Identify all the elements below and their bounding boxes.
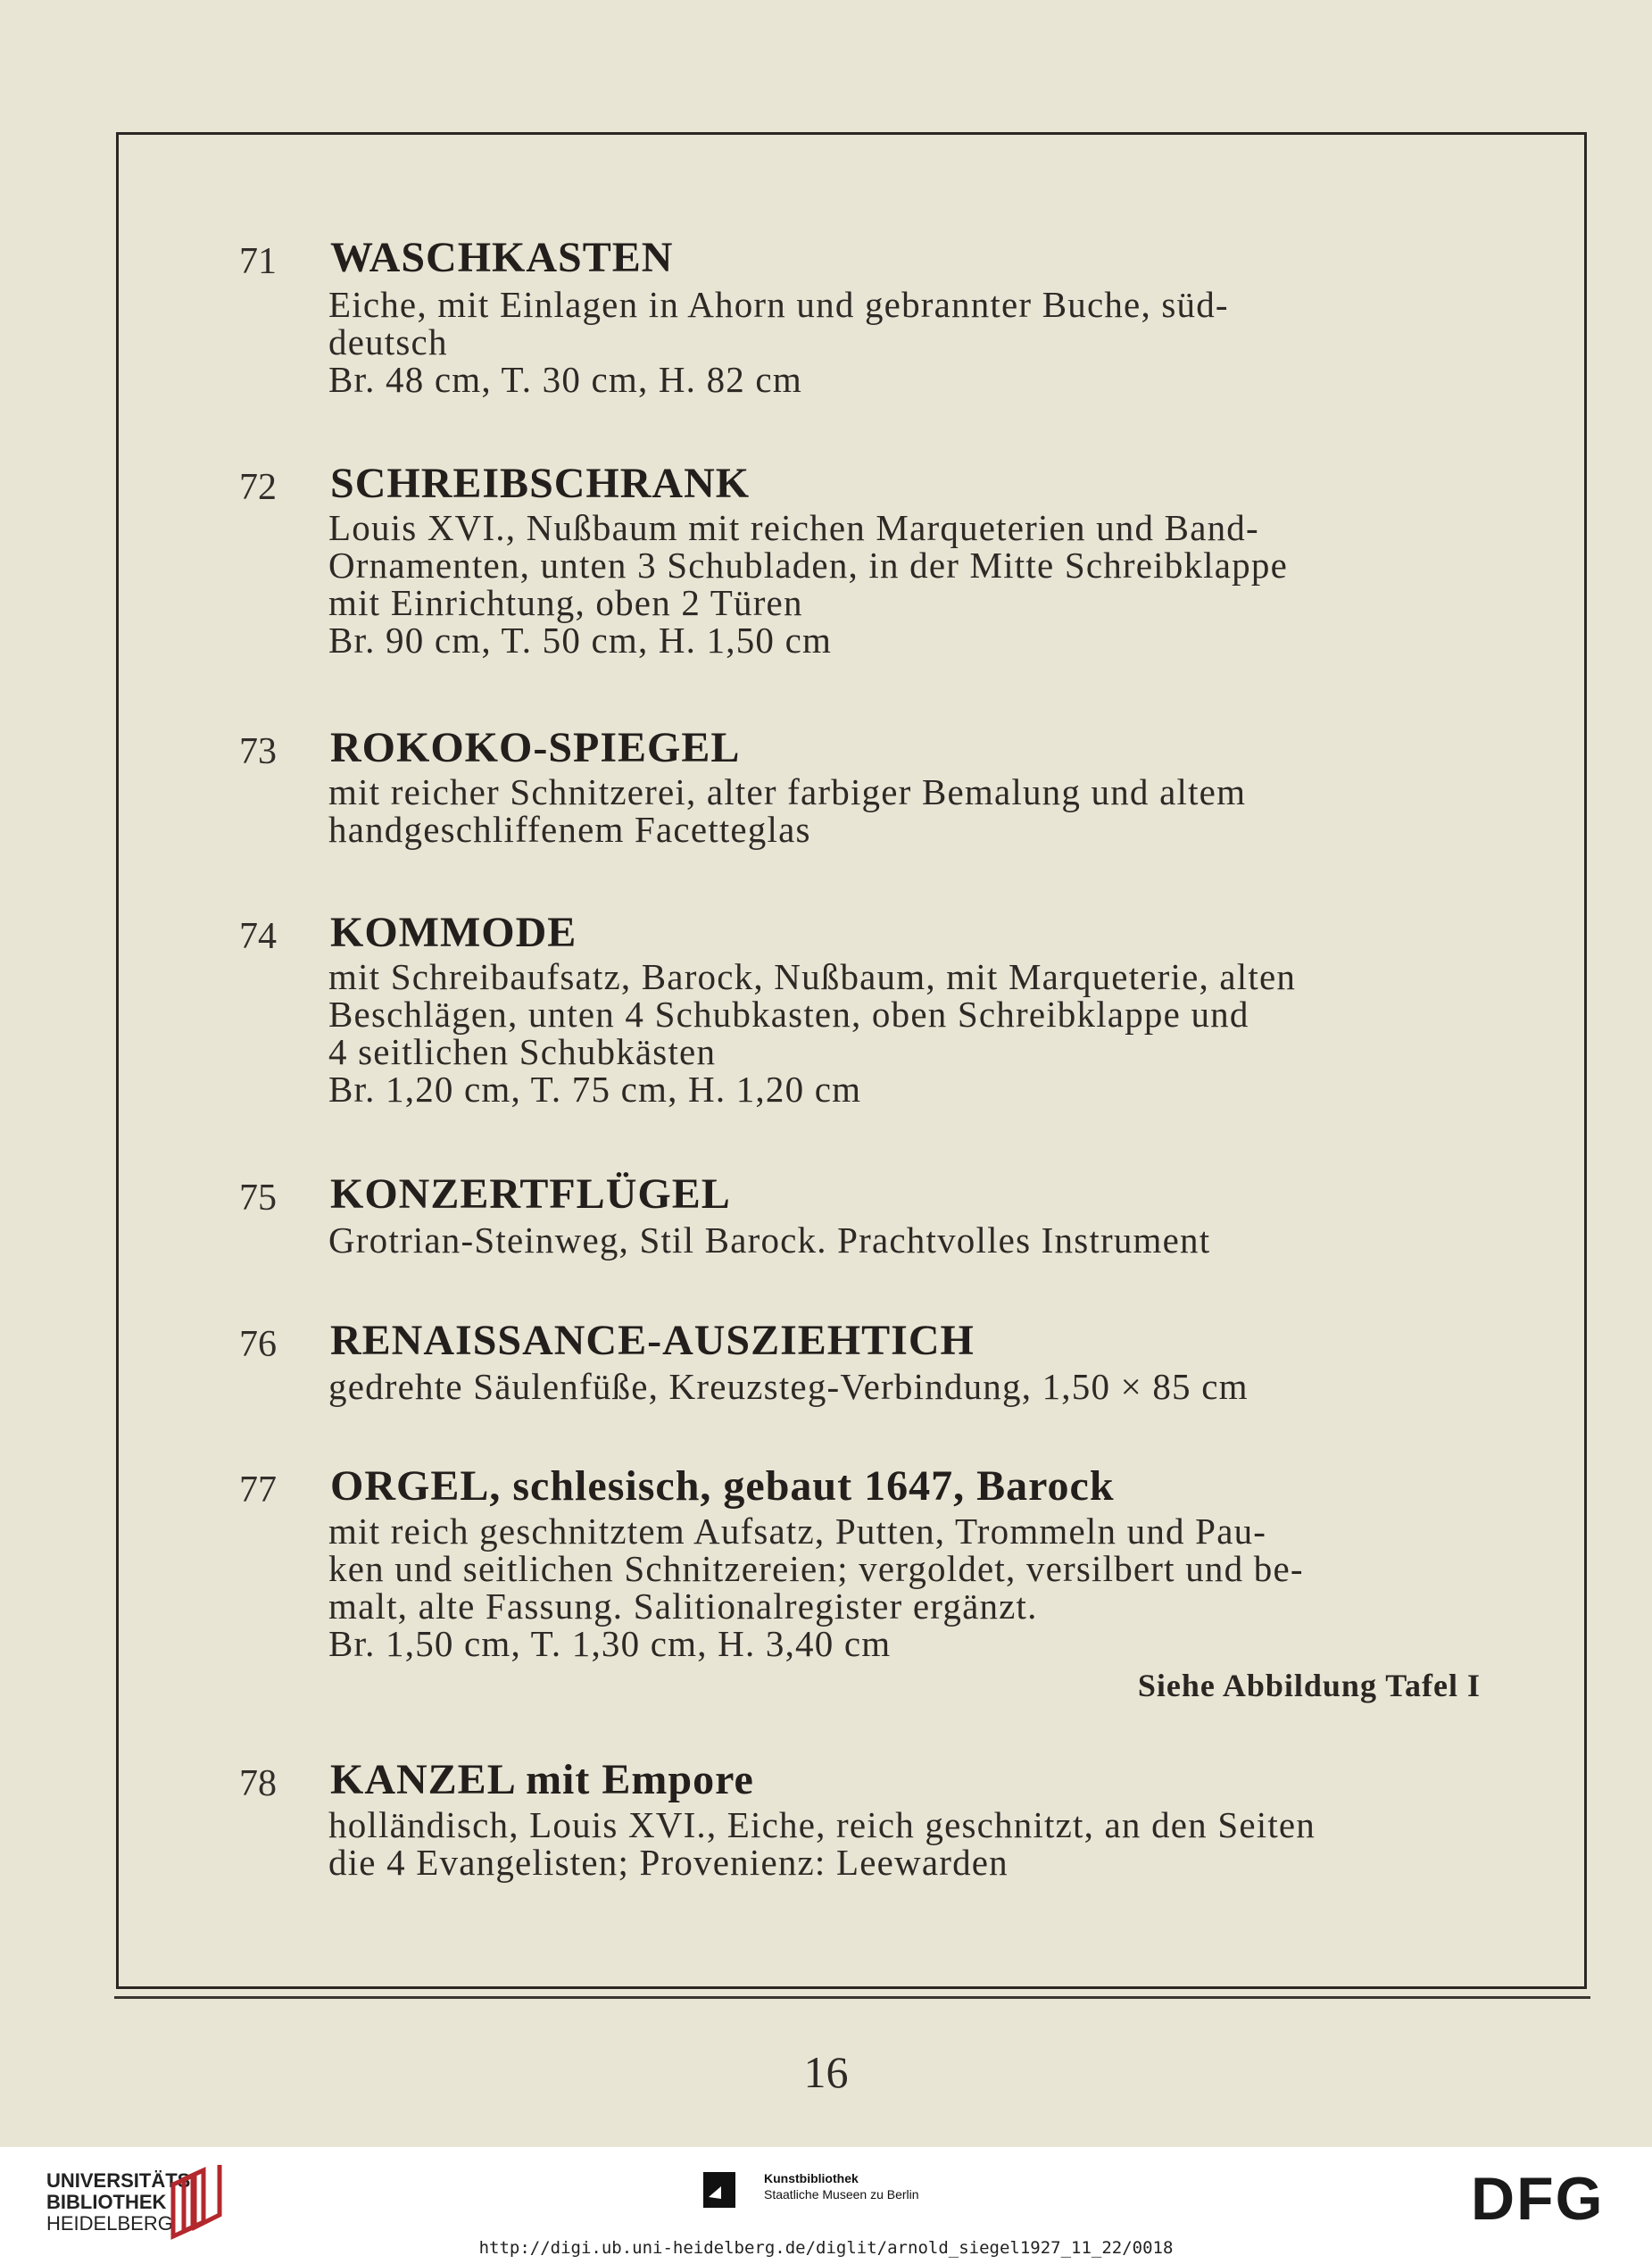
description-line: gedrehte Säulenfüße, Kreuzsteg-Verbindung, 1,50 × 85 cm xyxy=(328,1366,1249,1407)
description-line: Eiche, mit Einlagen in Ahorn und gebrannter Buche, süd- xyxy=(328,284,1229,325)
description-line: deutsch xyxy=(328,321,448,362)
lot-number: 76 xyxy=(239,1324,277,1365)
ub-book-icon xyxy=(166,2165,228,2242)
lot-number: 75 xyxy=(239,1178,277,1219)
description-line: Ornamenten, unten 3 Schubladen, in der Mitte Schreibklappe xyxy=(328,545,1288,586)
kb-logo-line: Staatliche Museen zu Berlin xyxy=(764,2187,919,2202)
dfg-logo[interactable]: DFG xyxy=(1471,2165,1605,2233)
ub-logo-line: BIBLIOTHEK xyxy=(46,2191,167,2213)
lot-title: KANZEL mit Empore xyxy=(330,1756,754,1803)
lot-description xyxy=(328,509,1484,659)
description-line: mit reich geschnitztem Aufsatz, Putten, Trommeln und Pau- xyxy=(328,1511,1267,1552)
lot-title: KONZERTFLÜGEL xyxy=(330,1170,731,1218)
kb-logo-line: Kunstbibliothek xyxy=(764,2171,859,2185)
lot-number: 71 xyxy=(239,241,277,282)
lot-title: ORGEL, schlesisch, gebaut 1647, Barock xyxy=(330,1462,1115,1510)
lot-number: 72 xyxy=(239,467,277,508)
lot-number: 78 xyxy=(239,1763,277,1804)
ub-logo-line: UNIVERSITÄTS- xyxy=(46,2169,197,2192)
description-line: mit Schreibaufsatz, Barock, Nußbaum, mit Marqueterie, alten xyxy=(328,956,1297,997)
permalink-url[interactable]: http://digi.ub.uni-heidelberg.de/diglit/arnold_siegel1927_11_22/0018 xyxy=(478,2238,1174,2258)
lot-title: KOMMODE xyxy=(330,909,577,956)
lot-number: 77 xyxy=(239,1469,277,1511)
description-line: holländisch, Louis XVI., Eiche, reich geschnitzt, an den Seiten xyxy=(328,1804,1316,1845)
lot-title: SCHREIBSCHRANK xyxy=(330,460,751,507)
kunstbibliothek-logo[interactable] xyxy=(764,2170,919,2202)
lot-description xyxy=(328,773,1484,848)
lot-description xyxy=(328,286,1484,398)
description-line: mit reicher Schnitzerei, alter farbiger Bemalung und altem xyxy=(328,771,1247,812)
description-line: Beschlägen, unten 4 Schubkasten, oben Schreibklappe und xyxy=(328,994,1249,1035)
description-line: malt, alte Fassung. Salitionalregister ergänzt. xyxy=(328,1586,1038,1627)
description-line: Louis XVI., Nußbaum mit reichen Marqueterien und Band- xyxy=(328,507,1259,548)
description-line: handgeschliffenem Facetteglas xyxy=(328,809,811,850)
description-line: Br. 90 cm, T. 50 cm, H. 1,50 cm xyxy=(328,620,833,661)
description-line: mit Einrichtung, oben 2 Türen xyxy=(328,582,803,623)
plate-reference: Siehe Abbildung Tafel I xyxy=(1137,1668,1481,1703)
description-line: Br. 48 cm, T. 30 cm, H. 82 cm xyxy=(328,359,802,400)
lot-description xyxy=(328,1806,1484,1881)
lot-description xyxy=(328,1221,1484,1259)
ub-logo-line: HEIDELBERG xyxy=(46,2212,173,2235)
lot-description xyxy=(328,1368,1484,1405)
description-line: 4 seitlichen Schubkästen xyxy=(328,1031,717,1072)
lot-number: 73 xyxy=(239,731,277,772)
description-line: ken und seitlichen Schnitzereien; vergoldet, versilbert und be- xyxy=(328,1548,1304,1589)
lot-title: WASCHKASTEN xyxy=(330,234,674,281)
description-line: die 4 Evangelisten; Provenienz: Leewarden xyxy=(328,1842,1009,1883)
lot-title: RENAISSANCE-AUSZIEHTICH xyxy=(330,1317,975,1364)
kunstbibliothek-icon xyxy=(703,2172,735,2208)
description-line: Br. 1,20 cm, T. 75 cm, H. 1,20 cm xyxy=(328,1069,862,1110)
digitization-footer xyxy=(0,2147,1652,2264)
lot-number: 74 xyxy=(239,916,277,957)
lot-description xyxy=(328,958,1484,1108)
page-number: 16 xyxy=(803,2047,849,2097)
description-line: Grotrian-Steinweg, Stil Barock. Prachtvolles Instrument xyxy=(328,1219,1211,1261)
frame-bottom-rule xyxy=(114,1996,1590,1999)
lot-description xyxy=(328,1512,1484,1662)
lot-title: ROKOKO-SPIEGEL xyxy=(330,724,741,771)
description-line: Br. 1,50 cm, T. 1,30 cm, H. 3,40 cm xyxy=(328,1623,892,1664)
